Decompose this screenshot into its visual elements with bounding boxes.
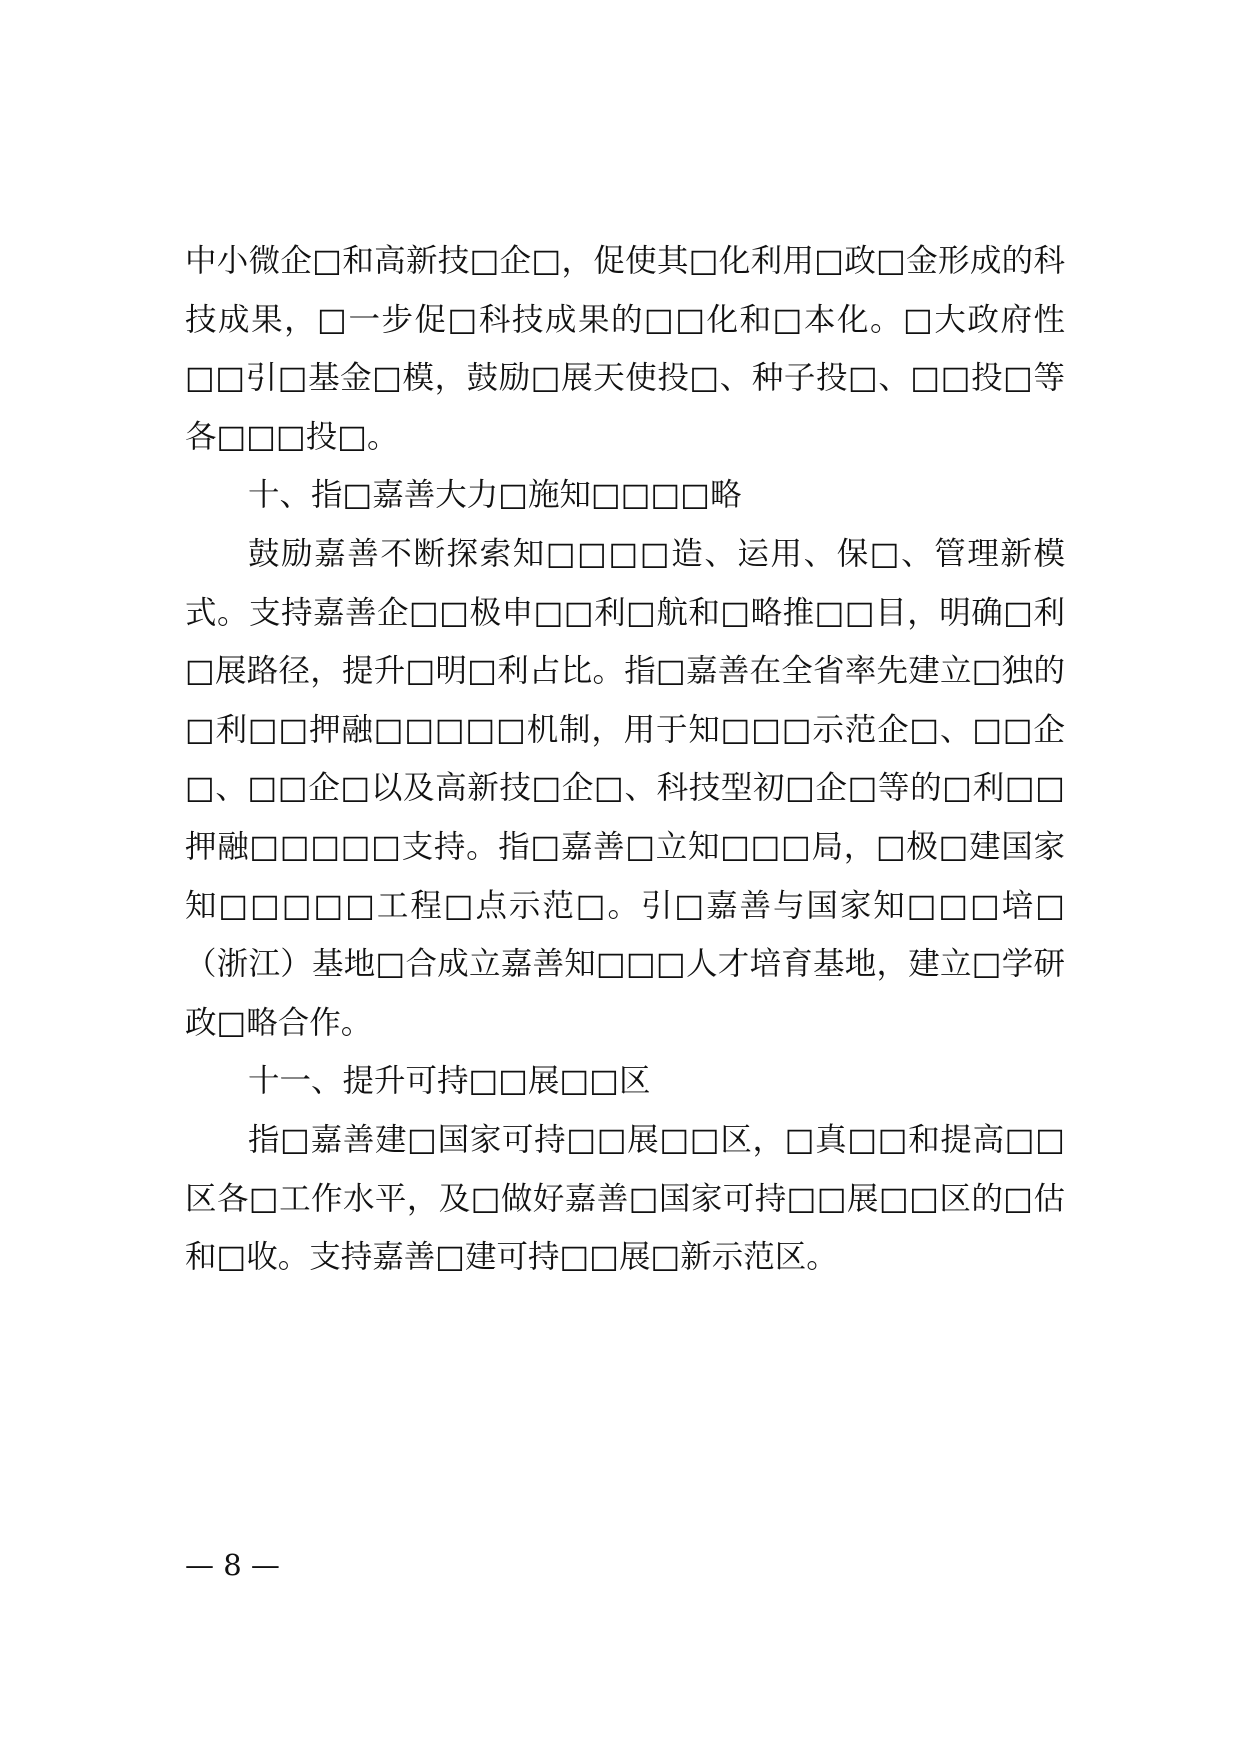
page-number: — 8 —	[185, 1548, 280, 1582]
section-heading-11: 十一、提升可持□□展□□区	[248, 1063, 651, 1100]
paragraph-section-10: 鼓励嘉善不断探索知□□□□造、运用、保□、管理新模式。支持嘉善企□□极申□□利□航和□略推□□目，明确□利□展路径，提升□明□利占比。指□嘉善在全省率先建立□独的□利□□押融□□□□□机制，用于知□□□示范企□、□□企□、□□企□以及高新技□企□、科技型初□企□等的□利□□押融□□□□□支持。指□嘉善□立知□□□局，□极□建国家知□□□□□工程□点示范□。引□嘉善与国家知□□□培□（浙江）基地□合成立嘉善知□□□人才培育基地，建立□学研政□略合作。	[185, 535, 1065, 1041]
section-heading-10: 十、指□嘉善大力□施知□□□□略	[248, 477, 742, 514]
paragraph-continuation: 中小微企□和高新技□企□，促使其□化利用□政□金形成的科技成果，□一步促□科技成果的□□化和□本化。□大政府性□□引□基金□模，鼓励□展天使投□、种子投□、□□投□等各□□□投□。	[185, 243, 1065, 455]
document-body	[185, 232, 1065, 1287]
paragraph-section-11: 指□嘉善建□国家可持□□展□□区，□真□□和提高□□区各□工作水平，及□做好嘉善□国家可持□□展□□区的□估和□收。支持嘉善□建可持□□展□新示范区。	[185, 1121, 1065, 1276]
